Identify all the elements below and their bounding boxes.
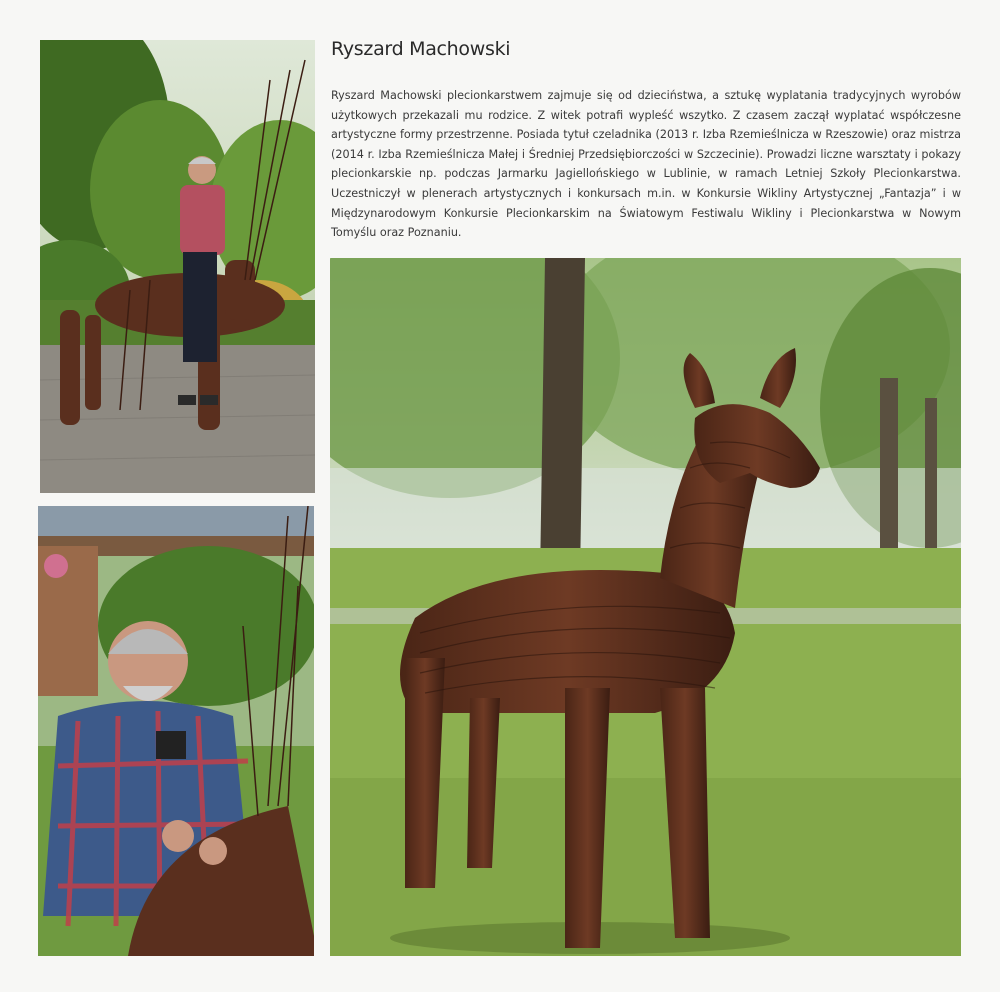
photo-wicker-deer-sculpture [330, 258, 961, 956]
artist-bio-paragraph: Ryszard Machowski plecionkarstwem zajmuje się od dzieciństwa, a sztukę wyplatania tradycyjnych wyrobów użytkowych przekazali mu rodzice. Z witek potrafi wypleść wszytko. Z czasem zaczął wyplatać współczesne artystyczne formy przestrzenne. Posiada tytuł czeladnika (2013 r. Izba Rzemieślnicza w Rzeszowie) oraz mistrza (2014 r. Izba Rzemieślnicza Małej i Średniej Przedsiębiorczości w Szczecinie). Prowadzi liczne warsztaty i pokazy plecionkarskie np. podczas Jarmarku Jagiellońskiego w Lublinie, w ramach Letniej Szkoły Plecionkarstwa. Uczestniczył w plenerach artystycznych i konkursach m.in. w Konkursie Wikliny Artystycznej „Fantazja” i w Międzynarodowym Konkursie Plecionkarskim na Światowym Festiwalu Wikliny i Plecionkarstwa w Nowym Tomyślu oraz Poznaniu. [331, 89, 961, 240]
photo-artisan-weaving-deer [40, 40, 315, 493]
artist-name-heading: Ryszard Machowski [331, 38, 511, 60]
photo-artisan-closeup [38, 506, 314, 956]
